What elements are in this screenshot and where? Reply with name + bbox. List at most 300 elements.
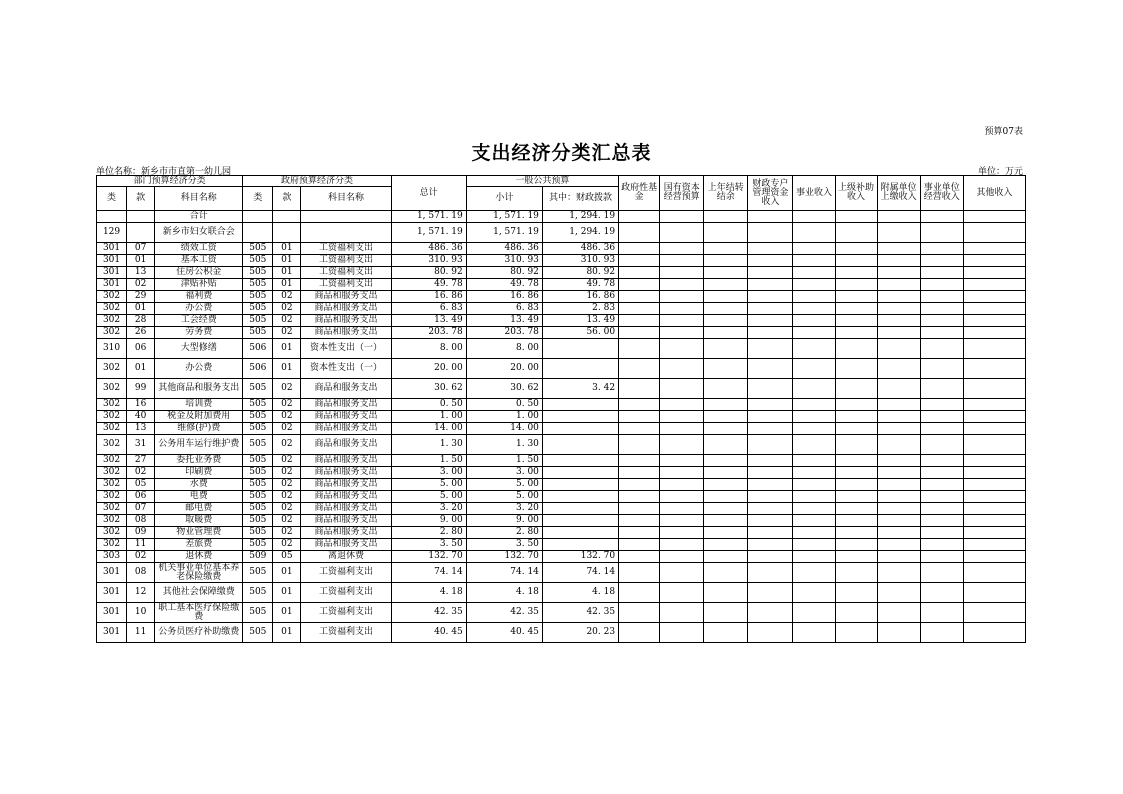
- cell-fiscal: [542, 527, 618, 539]
- cell-empty: [963, 315, 1025, 327]
- cell-empty: [963, 411, 1025, 423]
- cell-subtotal: 3. 50: [466, 539, 542, 551]
- cell-empty: [963, 279, 1025, 291]
- cell-gov-subject-name: 离退休费: [301, 551, 391, 563]
- header-general-budget: 一般公共预算: [466, 176, 618, 187]
- cell-empty: [660, 563, 704, 583]
- table-row: [97, 327, 1026, 339]
- cell-lei: 302: [97, 411, 127, 423]
- cell-empty: [660, 359, 704, 379]
- cell-total: 3. 20: [391, 503, 466, 515]
- cell-kuan: [127, 223, 155, 243]
- cell-gov-kuan: 02: [273, 423, 301, 435]
- cell-empty: [619, 539, 660, 551]
- header-gov-lei: 类: [243, 187, 273, 211]
- cell-subtotal: 40. 45: [466, 623, 542, 643]
- cell-kuan: 06: [127, 491, 155, 503]
- cell-empty: [920, 267, 963, 279]
- cell-empty: [963, 211, 1025, 223]
- cell-total: 3. 00: [391, 467, 466, 479]
- cell-empty: [793, 455, 835, 467]
- cell-gov-subject-name: 工资福利支出: [301, 563, 391, 583]
- cell-empty: [748, 503, 793, 515]
- cell-lei: 302: [97, 467, 127, 479]
- cell-empty: [748, 423, 793, 435]
- cell-subject-name: 其他社会保障缴费: [155, 583, 243, 603]
- cell-empty: [920, 515, 963, 527]
- cell-fiscal: 80. 92: [542, 267, 618, 279]
- cell-gov-kuan: 02: [273, 515, 301, 527]
- table-row: [97, 479, 1026, 491]
- cell-empty: [963, 467, 1025, 479]
- cell-empty: [877, 467, 920, 479]
- table-row: [97, 423, 1026, 435]
- cell-gov-subject-name: 商品和服务支出: [301, 399, 391, 411]
- cell-subtotal: 20. 00: [466, 359, 542, 379]
- header-total: 总计: [391, 176, 466, 211]
- cell-subject-name: 其他商品和服务支出: [155, 379, 243, 399]
- cell-empty: [963, 455, 1025, 467]
- cell-empty: [704, 563, 748, 583]
- cell-kuan: 31: [127, 435, 155, 455]
- cell-lei: 302: [97, 315, 127, 327]
- cell-gov-subject-name: 商品和服务支出: [301, 479, 391, 491]
- cell-empty: [920, 339, 963, 359]
- cell-empty: [920, 479, 963, 491]
- cell-subtotal: 16. 86: [466, 291, 542, 303]
- cell-fiscal: [542, 539, 618, 551]
- cell-gov-kuan: 01: [273, 563, 301, 583]
- cell-empty: [877, 291, 920, 303]
- cell-total: 1, 571. 19: [391, 211, 466, 223]
- cell-empty: [619, 267, 660, 279]
- table-row: [97, 279, 1026, 291]
- cell-kuan: 29: [127, 291, 155, 303]
- cell-empty: [748, 379, 793, 399]
- table-row: [97, 539, 1026, 551]
- cell-empty: [793, 279, 835, 291]
- cell-empty: [835, 563, 877, 583]
- table-row: [97, 623, 1026, 643]
- cell-empty: [748, 623, 793, 643]
- cell-empty: [877, 315, 920, 327]
- cell-empty: [704, 539, 748, 551]
- cell-empty: [748, 435, 793, 455]
- cell-empty: [704, 411, 748, 423]
- cell-subtotal: 49. 78: [466, 279, 542, 291]
- cell-gov-subject-name: 商品和服务支出: [301, 291, 391, 303]
- cell-gov-lei: 505: [243, 515, 273, 527]
- cell-gov-lei: 505: [243, 379, 273, 399]
- cell-subtotal: 1. 00: [466, 411, 542, 423]
- cell-empty: [793, 503, 835, 515]
- cell-gov-subject-name: 商品和服务支出: [301, 423, 391, 435]
- cell-subject-name: 取暖费: [155, 515, 243, 527]
- cell-empty: [793, 603, 835, 623]
- cell-gov-lei: 505: [243, 279, 273, 291]
- cell-empty: [748, 243, 793, 255]
- cell-kuan: 02: [127, 467, 155, 479]
- cell-gov-lei: 505: [243, 603, 273, 623]
- cell-subject-name: 物业管理费: [155, 527, 243, 539]
- cell-gov-kuan: 01: [273, 603, 301, 623]
- cell-empty: [704, 303, 748, 315]
- cell-empty: [704, 455, 748, 467]
- table-row: [97, 211, 1026, 223]
- cell-empty: [748, 279, 793, 291]
- cell-gov-subject-name: 工资福利支出: [301, 279, 391, 291]
- cell-total: 4. 18: [391, 583, 466, 603]
- cell-total: 16. 86: [391, 291, 466, 303]
- cell-empty: [704, 583, 748, 603]
- cell-subject-name: 水费: [155, 479, 243, 491]
- cell-total: 2. 80: [391, 527, 466, 539]
- cell-kuan: 06: [127, 339, 155, 359]
- cell-kuan: 11: [127, 539, 155, 551]
- cell-empty: [835, 527, 877, 539]
- cell-gov-kuan: 02: [273, 411, 301, 423]
- cell-total: 74. 14: [391, 563, 466, 583]
- cell-empty: [660, 327, 704, 339]
- cell-empty: [704, 255, 748, 267]
- header-special-account: 财政专户管理资金收入: [748, 176, 793, 211]
- header-business-income: 事业收入: [793, 176, 835, 211]
- cell-gov-subject-name: 商品和服务支出: [301, 467, 391, 479]
- cell-empty: [704, 623, 748, 643]
- cell-kuan: 02: [127, 279, 155, 291]
- cell-empty: [963, 243, 1025, 255]
- cell-empty: [877, 211, 920, 223]
- cell-empty: [619, 303, 660, 315]
- cell-empty: [619, 339, 660, 359]
- cell-empty: [920, 399, 963, 411]
- table-row: [97, 315, 1026, 327]
- cell-empty: [619, 455, 660, 467]
- cell-subtotal: 9. 00: [466, 515, 542, 527]
- cell-total: 9. 00: [391, 515, 466, 527]
- cell-empty: [963, 435, 1025, 455]
- cell-subtotal: 1, 571. 19: [466, 211, 542, 223]
- cell-fiscal: 1, 294. 19: [542, 223, 618, 243]
- cell-empty: [660, 223, 704, 243]
- cell-gov-lei: 505: [243, 623, 273, 643]
- cell-empty: [963, 563, 1025, 583]
- cell-gov-lei: 505: [243, 479, 273, 491]
- cell-empty: [963, 527, 1025, 539]
- cell-empty: [835, 623, 877, 643]
- cell-lei: 302: [97, 291, 127, 303]
- cell-gov-kuan: 01: [273, 359, 301, 379]
- cell-empty: [920, 211, 963, 223]
- cell-empty: [920, 423, 963, 435]
- cell-gov-subject-name: 商品和服务支出: [301, 515, 391, 527]
- cell-subject-name: 大型修缮: [155, 339, 243, 359]
- cell-empty: [660, 455, 704, 467]
- header-subject-name: 科目名称: [155, 187, 243, 211]
- cell-total: 0. 50: [391, 399, 466, 411]
- cell-subject-name: 新乡市妇女联合会: [155, 223, 243, 243]
- cell-gov-kuan: 02: [273, 527, 301, 539]
- cell-gov-kuan: 01: [273, 243, 301, 255]
- table-row: [97, 243, 1026, 255]
- cell-empty: [835, 603, 877, 623]
- cell-empty: [963, 303, 1025, 315]
- cell-empty: [963, 491, 1025, 503]
- cell-empty: [877, 515, 920, 527]
- cell-gov-lei: [243, 223, 273, 243]
- cell-subtotal: 13. 49: [466, 315, 542, 327]
- cell-empty: [704, 211, 748, 223]
- cell-empty: [619, 503, 660, 515]
- header-state-capital: 国有资本经营预算: [660, 176, 704, 211]
- cell-empty: [748, 339, 793, 359]
- cell-empty: [877, 455, 920, 467]
- cell-empty: [877, 223, 920, 243]
- cell-total: 1. 00: [391, 411, 466, 423]
- header-kuan: 款: [127, 187, 155, 211]
- cell-empty: [619, 223, 660, 243]
- cell-subtotal: 8. 00: [466, 339, 542, 359]
- cell-empty: [793, 479, 835, 491]
- cell-empty: [835, 455, 877, 467]
- cell-total: 6. 83: [391, 303, 466, 315]
- cell-empty: [748, 583, 793, 603]
- cell-empty: [793, 379, 835, 399]
- cell-fiscal: [542, 503, 618, 515]
- cell-lei: 301: [97, 243, 127, 255]
- cell-subject-name: 绩效工资: [155, 243, 243, 255]
- cell-gov-kuan: 05: [273, 551, 301, 563]
- cell-gov-kuan: 02: [273, 435, 301, 455]
- cell-total: 203. 78: [391, 327, 466, 339]
- cell-empty: [748, 479, 793, 491]
- cell-total: 486. 36: [391, 243, 466, 255]
- header-carryover: 上年结转结余: [704, 176, 748, 211]
- cell-gov-kuan: 01: [273, 279, 301, 291]
- cell-gov-subject-name: 商品和服务支出: [301, 411, 391, 423]
- cell-empty: [835, 435, 877, 455]
- cell-subtotal: 30. 62: [466, 379, 542, 399]
- cell-kuan: 27: [127, 455, 155, 467]
- cell-gov-lei: 505: [243, 539, 273, 551]
- cell-empty: [660, 291, 704, 303]
- cell-gov-lei: 505: [243, 503, 273, 515]
- cell-empty: [704, 315, 748, 327]
- cell-gov-subject-name: 商品和服务支出: [301, 455, 391, 467]
- cell-empty: [660, 583, 704, 603]
- cell-empty: [748, 267, 793, 279]
- cell-total: 13. 49: [391, 315, 466, 327]
- cell-lei: 302: [97, 423, 127, 435]
- table-row: [97, 359, 1026, 379]
- header-subtotal: 小计: [466, 187, 542, 211]
- table-row: [97, 303, 1026, 315]
- cell-subtotal: 310. 93: [466, 255, 542, 267]
- table-row: [97, 291, 1026, 303]
- cell-empty: [877, 359, 920, 379]
- cell-lei: 129: [97, 223, 127, 243]
- cell-gov-kuan: 01: [273, 255, 301, 267]
- cell-gov-lei: 505: [243, 291, 273, 303]
- cell-empty: [835, 491, 877, 503]
- cell-lei: 302: [97, 435, 127, 455]
- cell-empty: [619, 279, 660, 291]
- cell-empty: [835, 467, 877, 479]
- table-row: [97, 267, 1026, 279]
- cell-gov-lei: 505: [243, 303, 273, 315]
- cell-total: 1, 571. 19: [391, 223, 466, 243]
- cell-lei: 302: [97, 503, 127, 515]
- table-row: [97, 435, 1026, 455]
- cell-empty: [660, 527, 704, 539]
- cell-subject-name: 公务员医疗补助缴费: [155, 623, 243, 643]
- cell-total: 42. 35: [391, 603, 466, 623]
- cell-fiscal: 74. 14: [542, 563, 618, 583]
- cell-empty: [877, 551, 920, 563]
- cell-gov-subject-name: 工资福利支出: [301, 623, 391, 643]
- cell-empty: [619, 291, 660, 303]
- cell-subject-name: 机关事业单位基本养老保险缴费: [155, 563, 243, 583]
- cell-subtotal: 3. 00: [466, 467, 542, 479]
- cell-subject-name: 劳务费: [155, 327, 243, 339]
- cell-subject-name: 住房公积金: [155, 267, 243, 279]
- cell-empty: [660, 435, 704, 455]
- cell-kuan: 08: [127, 515, 155, 527]
- cell-empty: [619, 211, 660, 223]
- cell-empty: [793, 411, 835, 423]
- cell-fiscal: 1, 294. 19: [542, 211, 618, 223]
- cell-gov-subject-name: 工资福利支出: [301, 583, 391, 603]
- cell-empty: [920, 583, 963, 603]
- cell-empty: [660, 267, 704, 279]
- cell-empty: [835, 479, 877, 491]
- cell-subject-name: 差旅费: [155, 539, 243, 551]
- cell-lei: 302: [97, 515, 127, 527]
- cell-gov-lei: 505: [243, 467, 273, 479]
- cell-empty: [793, 467, 835, 479]
- table-row: [97, 515, 1026, 527]
- cell-lei: 302: [97, 527, 127, 539]
- cell-empty: [835, 267, 877, 279]
- cell-empty: [660, 211, 704, 223]
- cell-empty: [920, 623, 963, 643]
- cell-subtotal: 5. 00: [466, 479, 542, 491]
- cell-empty: [877, 435, 920, 455]
- cell-empty: [793, 255, 835, 267]
- cell-gov-subject-name: 商品和服务支出: [301, 379, 391, 399]
- cell-subtotal: 1. 50: [466, 455, 542, 467]
- cell-subject-name: 退休费: [155, 551, 243, 563]
- cell-empty: [748, 315, 793, 327]
- cell-lei: 302: [97, 379, 127, 399]
- cell-empty: [748, 255, 793, 267]
- header-gov-fund: 政府性基金: [619, 176, 660, 211]
- cell-subtotal: 1. 30: [466, 435, 542, 455]
- cell-subject-name: 办公费: [155, 303, 243, 315]
- table-row: [97, 399, 1026, 411]
- cell-kuan: 40: [127, 411, 155, 423]
- cell-gov-kuan: 02: [273, 379, 301, 399]
- cell-empty: [748, 455, 793, 467]
- cell-empty: [920, 435, 963, 455]
- cell-empty: [660, 467, 704, 479]
- cell-empty: [963, 359, 1025, 379]
- cell-fiscal: 13. 49: [542, 315, 618, 327]
- cell-kuan: 13: [127, 423, 155, 435]
- cell-empty: [835, 399, 877, 411]
- cell-lei: 302: [97, 491, 127, 503]
- cell-empty: [877, 539, 920, 551]
- cell-gov-kuan: 01: [273, 583, 301, 603]
- cell-empty: [704, 527, 748, 539]
- cell-gov-lei: 505: [243, 399, 273, 411]
- cell-empty: [793, 399, 835, 411]
- cell-empty: [660, 255, 704, 267]
- cell-empty: [748, 467, 793, 479]
- cell-empty: [793, 539, 835, 551]
- cell-gov-subject-name: 商品和服务支出: [301, 503, 391, 515]
- cell-fiscal: 486. 36: [542, 243, 618, 255]
- cell-lei: 301: [97, 623, 127, 643]
- cell-fiscal: 42. 35: [542, 603, 618, 623]
- cell-subject-name: 委托业务费: [155, 455, 243, 467]
- cell-empty: [835, 379, 877, 399]
- cell-empty: [660, 515, 704, 527]
- cell-gov-subject-name: [301, 211, 391, 223]
- cell-empty: [835, 339, 877, 359]
- cell-empty: [660, 411, 704, 423]
- cell-empty: [793, 491, 835, 503]
- cell-lei: 310: [97, 339, 127, 359]
- cell-empty: [793, 623, 835, 643]
- cell-empty: [835, 583, 877, 603]
- cell-empty: [920, 467, 963, 479]
- cell-empty: [748, 399, 793, 411]
- cell-empty: [963, 423, 1025, 435]
- cell-empty: [704, 399, 748, 411]
- cell-empty: [748, 603, 793, 623]
- cell-empty: [835, 211, 877, 223]
- cell-empty: [920, 359, 963, 379]
- cell-kuan: 07: [127, 243, 155, 255]
- cell-gov-kuan: 02: [273, 291, 301, 303]
- cell-gov-kuan: 02: [273, 315, 301, 327]
- cell-empty: [835, 327, 877, 339]
- cell-total: 40. 45: [391, 623, 466, 643]
- cell-subject-name: 福利费: [155, 291, 243, 303]
- cell-kuan: 16: [127, 399, 155, 411]
- cell-empty: [619, 315, 660, 327]
- table-row: [97, 379, 1026, 399]
- cell-empty: [835, 551, 877, 563]
- cell-total: 30. 62: [391, 379, 466, 399]
- cell-gov-kuan: 02: [273, 491, 301, 503]
- cell-fiscal: [542, 435, 618, 455]
- cell-empty: [748, 411, 793, 423]
- cell-kuan: 01: [127, 255, 155, 267]
- cell-empty: [920, 379, 963, 399]
- cell-subtotal: 0. 50: [466, 399, 542, 411]
- cell-fiscal: 4. 18: [542, 583, 618, 603]
- cell-empty: [748, 359, 793, 379]
- cell-empty: [748, 491, 793, 503]
- cell-empty: [877, 303, 920, 315]
- cell-empty: [704, 551, 748, 563]
- cell-empty: [660, 503, 704, 515]
- cell-total: 310. 93: [391, 255, 466, 267]
- cell-empty: [619, 467, 660, 479]
- table-row: [97, 411, 1026, 423]
